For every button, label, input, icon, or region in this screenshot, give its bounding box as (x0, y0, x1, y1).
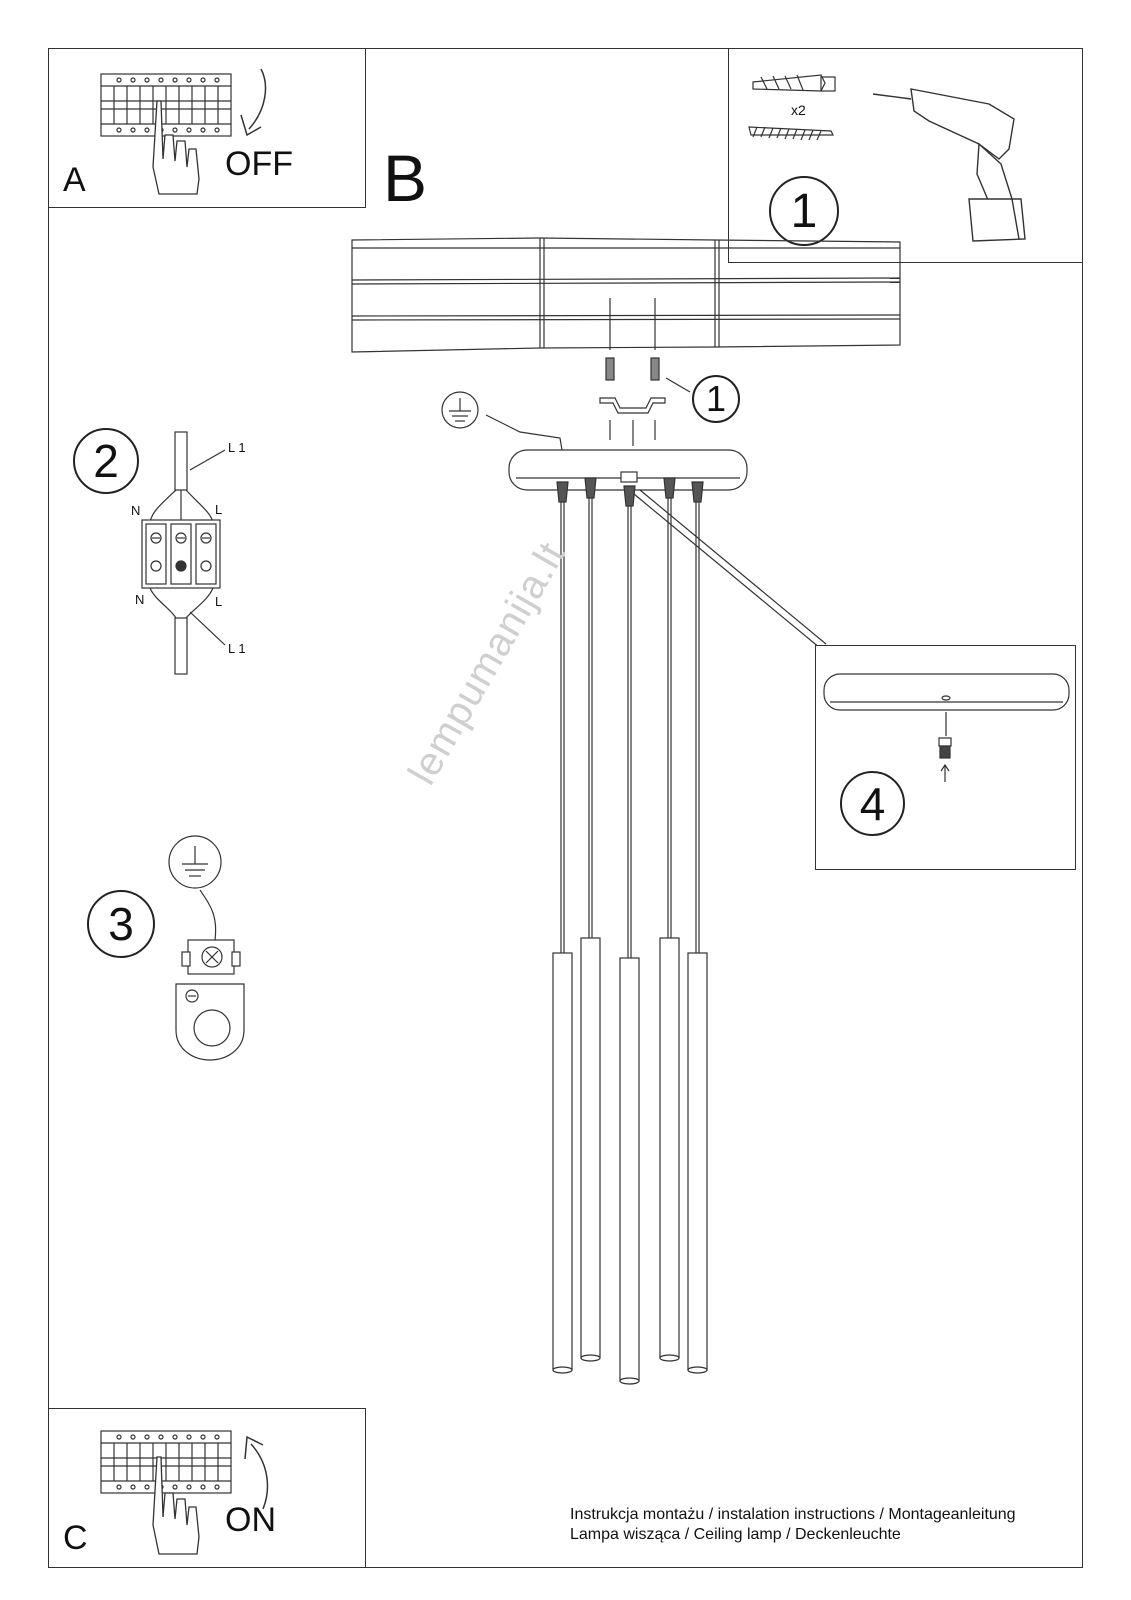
panel-c (48, 1408, 366, 1568)
panel-c-state: ON (225, 1501, 276, 1539)
panel-c-letter: C (63, 1519, 88, 1557)
step-1-number: 1 (790, 184, 818, 238)
footer-product: Lampa wisząca / Ceiling lamp / Deckenleuchte (570, 1526, 901, 1543)
step-1-quantity: x2 (791, 102, 806, 118)
arrow-up-icon (49, 1409, 367, 1569)
terminal-label-l1-top: L 1 (228, 440, 246, 455)
watermark: lempumanija.lt (400, 534, 575, 792)
terminal-label-n-top: N (131, 503, 141, 518)
footer-instructions: Instrukcja montażu / instalation instructions / Montageanleitung (570, 1506, 1016, 1523)
step-2-number: 2 (93, 435, 119, 487)
terminal-label-l1-bottom: L 1 (228, 641, 246, 656)
panel-a-letter: A (63, 161, 86, 199)
step-1-mount-number: 1 (705, 378, 727, 419)
terminal-label-n-bottom: N (135, 592, 145, 607)
terminal-label-l-bottom: L (215, 594, 223, 609)
step-4-number: 4 (859, 777, 886, 830)
terminal-label-l-top: L (215, 502, 223, 517)
panel-a-state: OFF (225, 145, 293, 183)
step-3-number: 3 (108, 898, 134, 950)
panel-b-letter: B (383, 141, 428, 215)
